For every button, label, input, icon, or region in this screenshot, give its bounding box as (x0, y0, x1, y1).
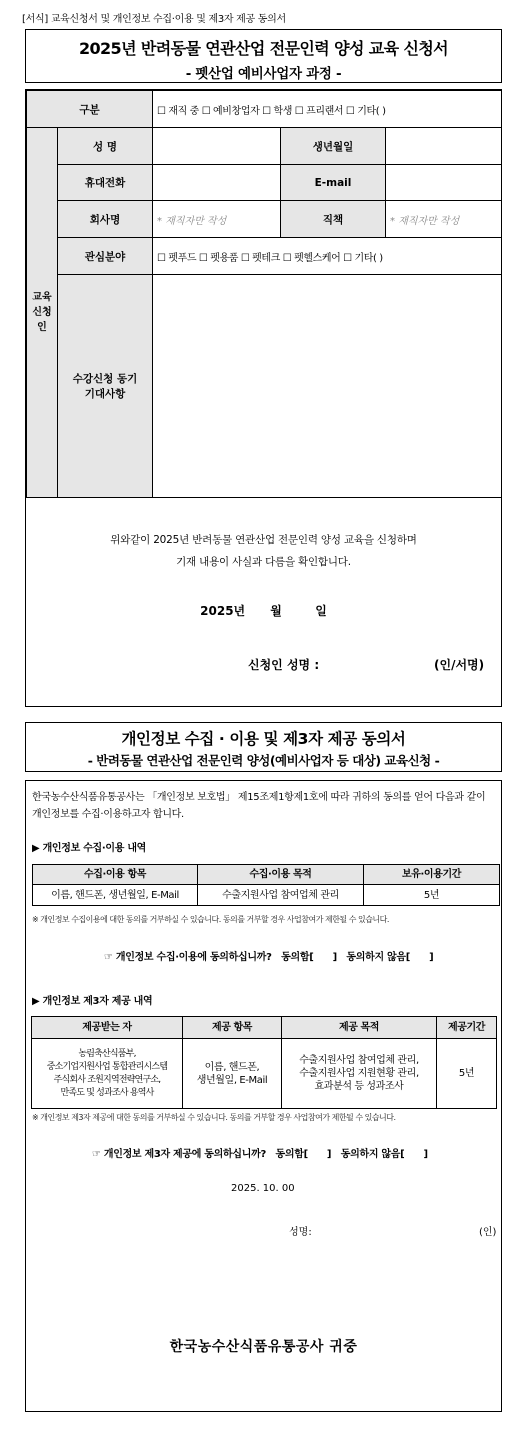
collect-section-title: ▶ 개인정보 수집·이용 내역 (32, 843, 147, 854)
birth-field[interactable] (386, 128, 502, 165)
recipient-line: 농림축산식품부, (78, 1048, 136, 1059)
provide-header-period: 제공기간 (437, 1017, 497, 1039)
collect-refusal-note: ※ 개인정보 수집이용에 대한 동의를 거부하실 수 있습니다. 동의를 거부할 경우 사업참여가 제한될 수 있습니다. (32, 915, 389, 924)
provide-header-purpose: 제공 목적 (282, 1017, 437, 1039)
collect-items: 이름, 핸드폰, 생년월일, E-Mail (33, 885, 198, 906)
position-label: 직책 (281, 201, 386, 238)
seal-label: (인/서명) (434, 658, 485, 672)
provide-header-items: 제공 항목 (183, 1017, 282, 1039)
provide-consent-question[interactable]: ☞ 개인정보 제3자 제공에 동의하십니까? 동의함[ ] 동의하지 않음[ ] (92, 1149, 428, 1160)
motivation-field[interactable] (153, 275, 502, 498)
consent-seal: (인) (479, 1227, 497, 1238)
applicant-side-label (27, 128, 58, 498)
provide-purpose-line: 효과분석 등 성과조사 (314, 1081, 404, 1092)
applicant-name-label: 신청인 성명 : (248, 658, 320, 672)
motivation-label (58, 275, 153, 498)
type-label: 구분 (27, 91, 153, 128)
name-field[interactable] (153, 128, 281, 165)
collect-header-period: 보유·이용기간 (364, 865, 500, 885)
provide-refusal-note: ※ 개인정보 제3자 제공에 대한 동의를 거부하실 수 있습니다. 동의를 거부할 경우 사업참여가 제한될 수 있습니다. (32, 1113, 396, 1122)
motivation-label-line-1: 수강신청 동기 (72, 373, 138, 385)
provide-purposes (282, 1039, 437, 1109)
name-label: 성 명 (58, 128, 153, 165)
motivation-label-line-2: 기대사항 (84, 388, 126, 400)
recipient-line: 중소기업지원사업 통합관리시스템 (46, 1061, 168, 1072)
provide-item-line: 이름, 핸드폰, (204, 1061, 260, 1073)
provide-purpose-line: 수출지원사업 참여업체 관리, (299, 1055, 419, 1066)
collect-consent-question[interactable]: ☞ 개인정보 수집·이용에 동의하십니까? 동의함[ ] 동의하지 않음[ ] (104, 952, 434, 963)
declaration-line-2: 기재 내용이 사실과 다름을 확인합니다. (176, 556, 351, 568)
recipient-line: 만족도 및 성과조사 용역사 (60, 1087, 154, 1098)
phone-field[interactable] (153, 165, 281, 201)
provide-items (183, 1039, 282, 1109)
provide-section-title: ▶ 개인정보 제3자 제공 내역 (32, 996, 153, 1007)
interest-label: 관심분야 (58, 238, 153, 275)
provide-header-recipient: 제공받는 자 (32, 1017, 183, 1039)
phone-label: 휴대전화 (58, 165, 153, 201)
application-subtitle: - 펫산업 예비사업자 과정 - (185, 66, 342, 82)
position-field[interactable]: * 재직자만 작성 (386, 201, 502, 238)
application-title: 2025년 반려동물 연관산업 전문인력 양성 교육 신청서 (78, 39, 449, 58)
declaration-line-1: 위와같이 2025년 반려동물 연관산업 전문인력 양성 교육을 신청하며 (110, 534, 417, 546)
privacy-title: 개인정보 수집 · 이용 및 제3자 제공 동의서 (121, 730, 406, 748)
consent-name-label: 성명: (289, 1227, 312, 1238)
privacy-consent-box (25, 780, 502, 1412)
type-options[interactable]: ☐ 재직 중 ☐ 예비창업자 ☐ 학생 ☐ 프리랜서 ☐ 기타( ) (153, 91, 502, 128)
privacy-intro: 한국농수산식품유통공사는 「개인정보 보호법」 제15조제1항제1호에 따라 귀하의 동의를 얻어 다음과 같이 개인정보를 수집·이용하고자 합니다. (32, 792, 486, 820)
organization-addressee: 한국농수산식품유통공사 귀중 (169, 1339, 358, 1355)
collect-header-purpose: 수집·이용 목적 (198, 865, 364, 885)
collect-purpose: 수출지원사업 참여업체 관리 (198, 885, 364, 906)
application-date: 2025년 월 일 (200, 604, 327, 618)
email-field[interactable] (386, 165, 502, 201)
side-label-line-1: 교육 (32, 292, 52, 303)
application-form (25, 89, 502, 707)
company-field[interactable]: * 재직자만 작성 (153, 201, 281, 238)
email-label: E-mail (281, 165, 386, 201)
privacy-title-box (25, 722, 502, 772)
provide-purpose-line: 수출지원사업 지원현황 관리, (299, 1068, 419, 1079)
collect-period: 5년 (364, 885, 500, 906)
provide-recipients (32, 1039, 183, 1109)
collect-header-items: 수집·이용 항목 (33, 865, 198, 885)
provide-item-line: 생년월일, E-Mail (196, 1074, 268, 1086)
form-caption: [서식] 교육신청서 및 개인정보 수집·이용 및 제3자 제공 동의서 (22, 14, 286, 25)
collect-table (32, 864, 500, 906)
provide-period: 5년 (437, 1039, 497, 1109)
application-title-box (25, 29, 502, 83)
birth-label: 생년월일 (281, 128, 386, 165)
company-label: 회사명 (58, 201, 153, 238)
application-table (26, 90, 502, 498)
recipient-line: 주식회사 조원지역전략연구소, (53, 1074, 161, 1085)
privacy-subtitle: - 반려동물 연관산업 전문인력 양성(예비사업자 등 대상) 교육신청 - (87, 753, 440, 768)
interest-options[interactable]: ☐ 펫푸드 ☐ 펫용품 ☐ 펫테크 ☐ 펫헬스케어 ☐ 기타( ) (153, 238, 502, 275)
side-label-line-2: 신청인 (32, 307, 52, 333)
provide-table (31, 1016, 497, 1109)
consent-date: 2025. 10. 00 (231, 1183, 295, 1194)
